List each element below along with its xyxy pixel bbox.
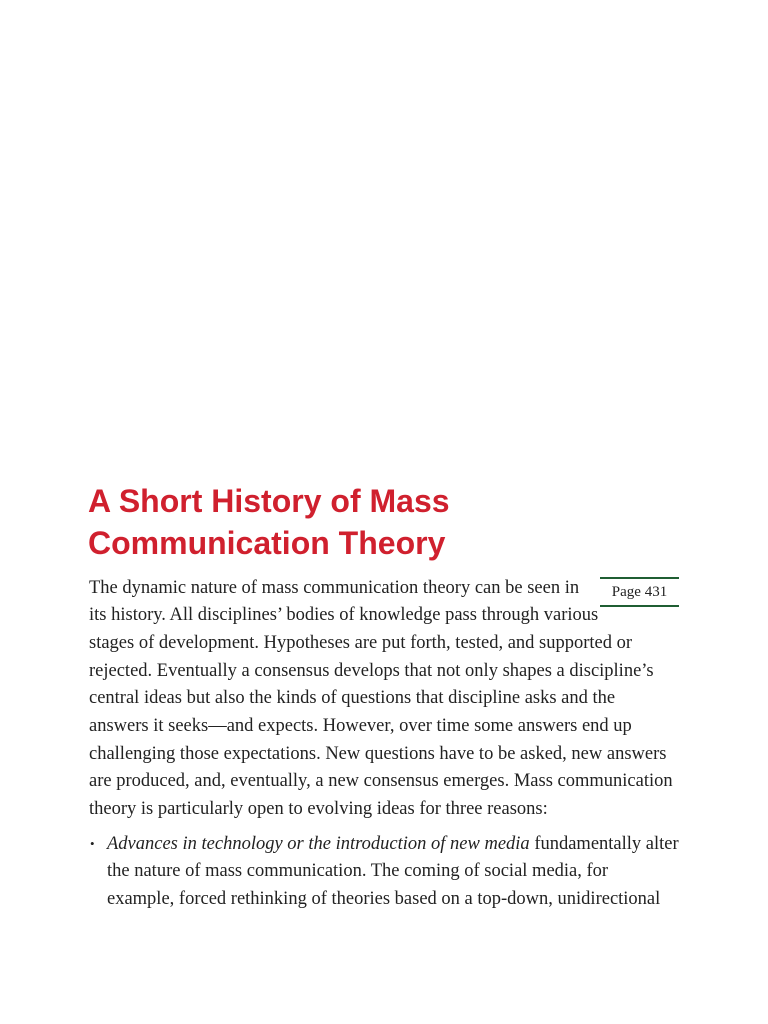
section-heading xyxy=(88,480,648,564)
bullet-marker: • xyxy=(90,836,95,851)
bullet-item-line xyxy=(107,832,679,856)
bullet-item-line: example, forced rethinking of theories based on a top-down, unidirectional xyxy=(107,889,661,909)
bullet-item-text: fundamentally alter xyxy=(529,834,679,854)
paragraph-line: rejected. Eventually a consensus develops that not only shapes a discipline’s xyxy=(89,661,654,681)
bullet-item-line: the nature of mass communication. The coming of social media, for xyxy=(107,861,609,881)
paragraph-line: theory is particularly open to evolving ideas for three reasons: xyxy=(89,799,548,819)
paragraph-line: challenging those expectations. New questions have to be asked, new answers xyxy=(89,744,667,764)
paragraph-line: answers it seeks—and expects. However, over time some answers end up xyxy=(89,716,632,736)
paragraph-line: central ideas but also the kinds of questions that discipline asks and the xyxy=(89,688,616,708)
paragraph-line: its history. All disciplines’ bodies of knowledge pass through various xyxy=(89,605,599,625)
section-heading-line-1: A Short History of Mass xyxy=(88,483,450,519)
paragraph-line: are produced, and, eventually, a new consensus emerges. Mass communication xyxy=(89,771,673,791)
paragraph-line: The dynamic nature of mass communication theory can be seen in xyxy=(89,578,580,598)
page-number-marker: Page 431 xyxy=(600,577,679,607)
paragraph-line: stages of development. Hypotheses are put forth, tested, and supported or xyxy=(89,633,633,653)
section-heading-line-2: Communication Theory xyxy=(88,525,446,561)
bullet-item-italic-lead: Advances in technology or the introduction of new media xyxy=(107,834,530,854)
